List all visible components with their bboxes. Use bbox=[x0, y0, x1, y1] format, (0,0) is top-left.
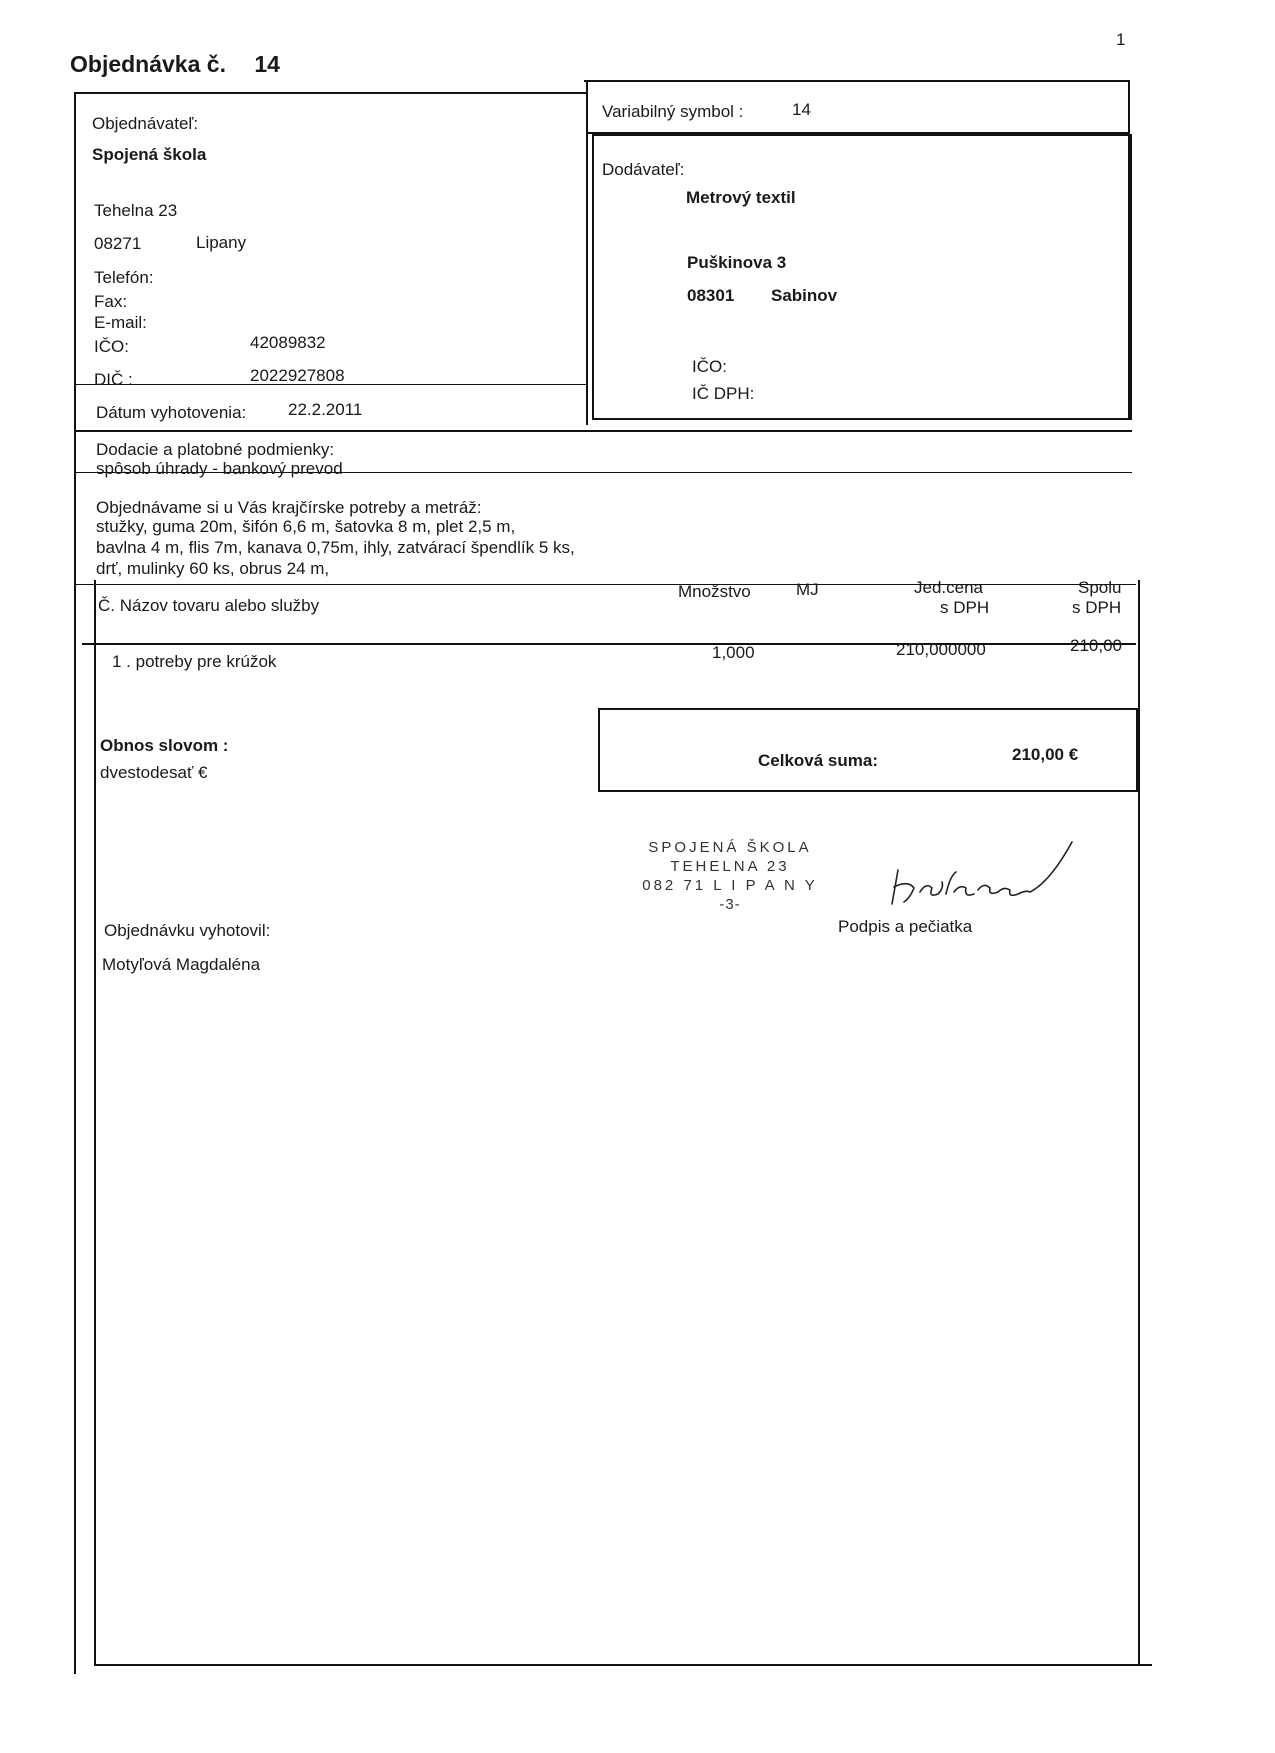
orderer-email-label: E-mail: bbox=[94, 313, 147, 332]
grand-total-label: Celková suma: bbox=[758, 751, 878, 770]
supplier-name: Metrový textil bbox=[686, 188, 796, 207]
order-text-line-2: stužky, guma 20m, šifón 6,6 m, šatovka 8 m, plet 2,5 m, bbox=[96, 517, 516, 536]
date-label: Dátum vyhotovenia: bbox=[96, 403, 247, 422]
table-header-unit: MJ bbox=[796, 580, 819, 599]
prepared-by-label: Objednávku vyhotovil: bbox=[104, 921, 271, 940]
supplier-label: Dodávateľ: bbox=[602, 160, 685, 179]
orderer-ico-label: IČO: bbox=[94, 337, 129, 356]
title-label: Objednávka č. bbox=[70, 51, 226, 77]
stamp bbox=[620, 838, 840, 914]
stamp-line-3: 082 71 L I P A N Y bbox=[642, 877, 818, 894]
orderer-fax-label: Fax: bbox=[94, 292, 128, 311]
supplier-icdph-label: IČ DPH: bbox=[692, 384, 755, 403]
orderer-city: Lipany bbox=[196, 233, 247, 252]
variable-symbol-value: 14 bbox=[792, 100, 811, 119]
supplier-zip: 08301 bbox=[687, 286, 735, 305]
prepared-by-value: Motyľová Magdaléna bbox=[102, 955, 261, 974]
orderer-ico-value: 42089832 bbox=[250, 333, 326, 352]
frame-left bbox=[74, 92, 76, 1674]
date-bottom-line bbox=[76, 430, 1132, 432]
supplier-street: Puškinova 3 bbox=[687, 253, 787, 272]
frame-right-lower bbox=[1138, 580, 1140, 1665]
signature-icon bbox=[880, 832, 1090, 914]
frame-left-lower bbox=[94, 580, 96, 1666]
orderer-zip: 08271 bbox=[94, 234, 142, 253]
table-row-qty: 1,000 bbox=[712, 643, 755, 662]
table-row-total: 210,00 bbox=[1070, 636, 1122, 655]
table-header-unit-price-2: s DPH bbox=[940, 598, 990, 617]
orderer-dic-value: 2022927808 bbox=[250, 366, 345, 385]
frame-top-right bbox=[584, 80, 1128, 82]
table-header-qty: Množstvo bbox=[678, 582, 751, 601]
stamp-line-2: TEHELNA 23 bbox=[670, 858, 790, 875]
frame-bottom bbox=[94, 1664, 1152, 1666]
stamp-line-1: SPOJENÁ ŠKOLA bbox=[648, 839, 812, 856]
orderer-dic-label: DIČ : bbox=[94, 370, 133, 389]
supplier-city: Sabinov bbox=[771, 286, 838, 305]
page-title bbox=[70, 50, 280, 78]
table-header-name: Č. Názov tovaru alebo služby bbox=[98, 596, 320, 615]
variable-symbol-label: Variabilný symbol : bbox=[602, 102, 744, 121]
amount-words-value: dvestodesať € bbox=[100, 763, 208, 782]
table-header-total-1: Spolu bbox=[1078, 578, 1122, 597]
signature-label: Podpis a pečiatka bbox=[838, 917, 973, 936]
table-row-unit-price: 210,000000 bbox=[896, 640, 986, 659]
amount-words-label: Obnos slovom : bbox=[100, 736, 229, 755]
orderer-street: Tehelna 23 bbox=[94, 201, 178, 220]
supplier-ico-label: IČO: bbox=[692, 357, 727, 376]
orderer-name: Spojená škola bbox=[92, 145, 207, 164]
table-header-total-2: s DPH bbox=[1072, 598, 1122, 617]
terms-value: spôsob úhrady - bankový prevod bbox=[96, 459, 343, 478]
order-text-line-3: bavlna 4 m, flis 7m, kanava 0,75m, ihly, zatvárací špendlík 5 ks, bbox=[96, 538, 575, 557]
grand-total-value: 210,00 € bbox=[1012, 745, 1079, 764]
terms-label: Dodacie a platobné podmienky: bbox=[96, 440, 335, 459]
order-text-line-4: drť, mulinky 60 ks, obrus 24 m, bbox=[96, 559, 330, 578]
table-header-unit-price-1: Jed.cena bbox=[914, 578, 983, 597]
orderer-phone-label: Telefón: bbox=[94, 268, 154, 287]
date-value: 22.2.2011 bbox=[288, 400, 363, 419]
table-row-item: 1 . potreby pre krúžok bbox=[112, 652, 277, 671]
order-number: 14 bbox=[254, 51, 280, 77]
page-number: 1 bbox=[1116, 30, 1126, 49]
order-text-line-1: Objednávame si u Vás krajčírske potreby a metráž: bbox=[96, 498, 482, 517]
stamp-line-4: -3- bbox=[719, 896, 741, 913]
frame-top-left bbox=[74, 92, 586, 94]
orderer-label: Objednávateľ: bbox=[92, 114, 199, 133]
